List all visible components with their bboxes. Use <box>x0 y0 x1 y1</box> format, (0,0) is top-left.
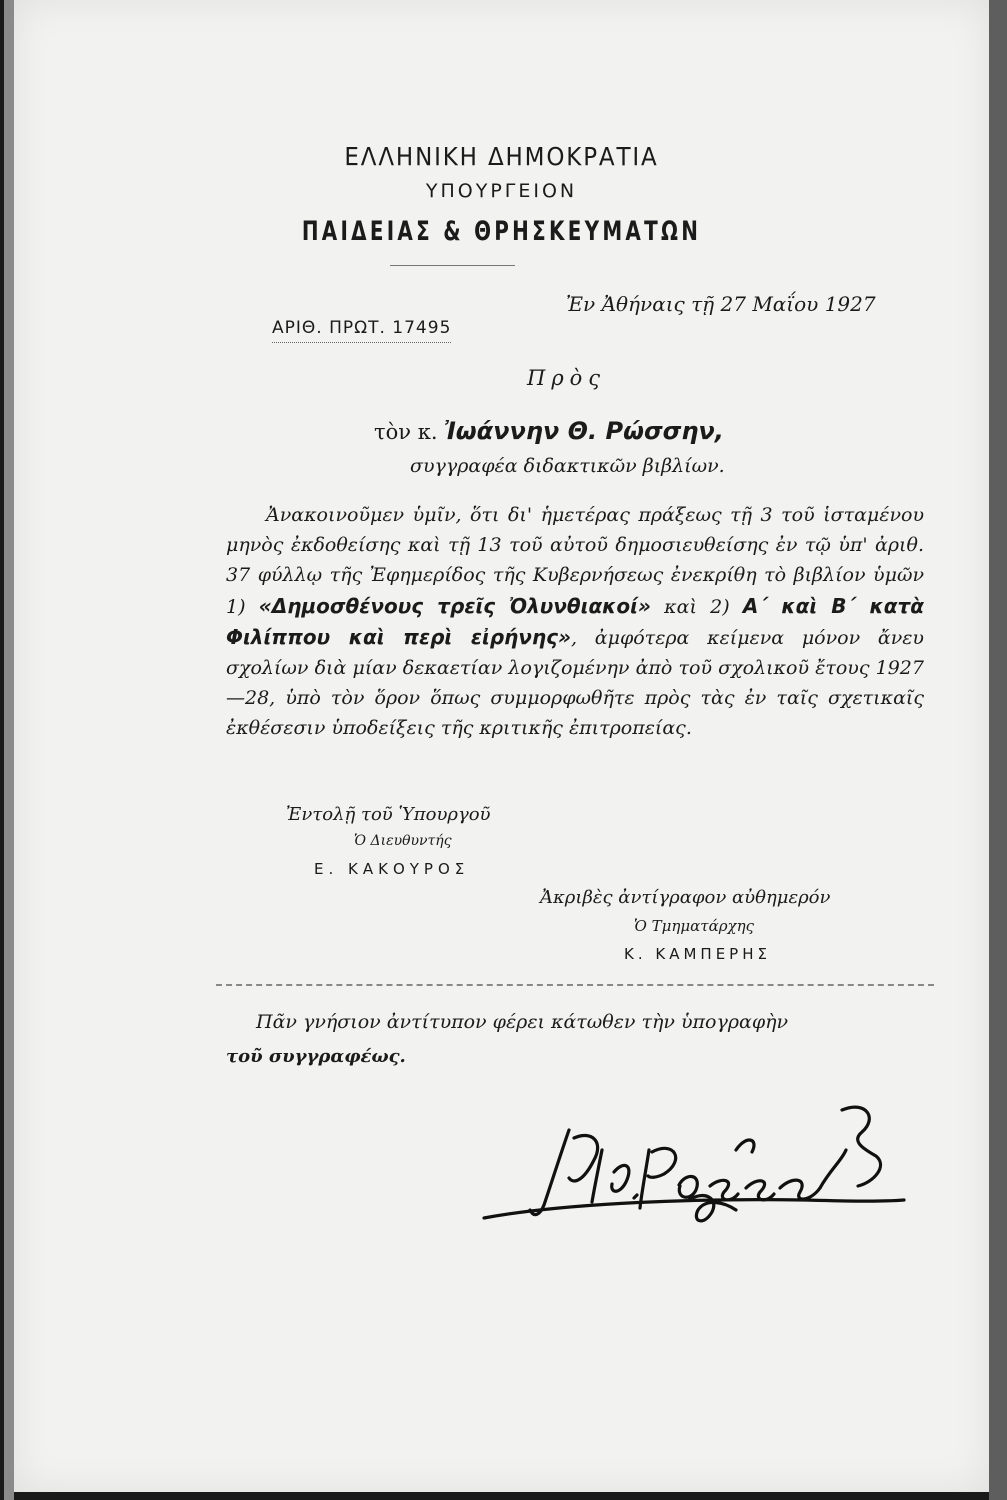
recipient-role: συγγραφέα διδακτικῶν βιβλίων. <box>410 455 725 477</box>
header-ministry-name: ΠΑΙΔΕΙΑΣ & ΘΡΗΣΚΕΥΜΑΤΩΝ <box>301 216 702 247</box>
footer-divider <box>216 984 934 986</box>
order-line: Ἐντολῇ τοῦ Ὑπουργοῦ <box>286 804 491 825</box>
header-divider <box>390 265 515 266</box>
recipient-line <box>374 417 724 445</box>
copy-note: Ἀκριβὲς ἀντίγραφον αὐθημερόν <box>540 887 831 908</box>
book-title-2: Α΄ καὶ Β΄ κατὰ Φιλίππου καὶ περὶ εἰρήνης» <box>226 593 925 649</box>
header-ministry: ΥΠΟΥΡΓΕΙΟΝ <box>425 180 578 202</box>
authenticity-note-line-2: τοῦ συγγραφέως. <box>226 1046 406 1067</box>
page-edge-left <box>4 0 14 1500</box>
letter-date: Ἐν Ἀθήναις τῇ 27 Μαΐου 1927 <box>566 292 876 316</box>
page-edge-right <box>989 0 1007 1500</box>
recipient-prefix: τὸν κ. <box>374 420 438 444</box>
handwritten-signature <box>474 1090 914 1250</box>
authenticity-note-line-1: Πᾶν γνήσιον ἀντίτυπον φέρει κάτωθεν τὴν ὑπογραφὴν <box>256 1011 789 1033</box>
body-part-2: καὶ 2) <box>650 595 743 618</box>
header-republic: ΕΛΛΗΝΙΚΗ ΔΗΜΟΚΡΑΤΙΑ <box>344 142 659 171</box>
secretary-name: Κ. ΚΑΜΠΕΡΗΣ <box>624 945 771 963</box>
director-title: Ὁ Διευθυντής <box>354 833 452 849</box>
book-title-1: «Δημοσθένους τρεῖς Ὀλυνθιακοί» <box>258 593 651 618</box>
document-page <box>14 0 989 1492</box>
protocol-number: ΑΡΙΘ. ΠΡΩΤ. 17495 <box>272 318 451 343</box>
secretary-title: Ὁ Τμηματάρχης <box>634 917 754 935</box>
director-name: Ε. ΚΑΚΟΥΡΟΣ <box>314 860 470 878</box>
body-part-1: Ἀνακοινοῦμεν ὑμῖν, ὅτι δι' ἡμετέρας πράξεως τῇ 3 τοῦ ἱσταμένου μηνὸς ἐκδοθείσης καὶ τῇ 13 τοῦ αὐτοῦ δημοσιευθείσης ἐν τῷ ὑπ' ἀριθ. 37 φύλλῳ τῆς Ἐφημερίδος τῆς Κυβερνήσεως ἐνεκρίθη τὸ βιβλίον ὑμῶν 1) <box>226 504 924 618</box>
body-part-3: , ἀμφότερα κείμενα μόνον ἄνευ σχολίων διὰ μίαν δεκαετίαν λογιζομένην ἀπὸ τοῦ σχολικοῦ ἔτους 1927—28, ὑπὸ τὸν ὅρον ὅπως συμμορφωθῆτε πρὸς τὰς ἐν ταῖς σχετικαῖς ἐκθέσεσιν ὑποδείξεις τῆς κριτικῆς ἐπιτροπείας. <box>226 626 924 740</box>
letter-body <box>226 500 924 744</box>
salutation: Πρὸς <box>527 366 607 390</box>
recipient-name: Ἰωάννην Θ. Ρώσσην, <box>444 417 724 445</box>
